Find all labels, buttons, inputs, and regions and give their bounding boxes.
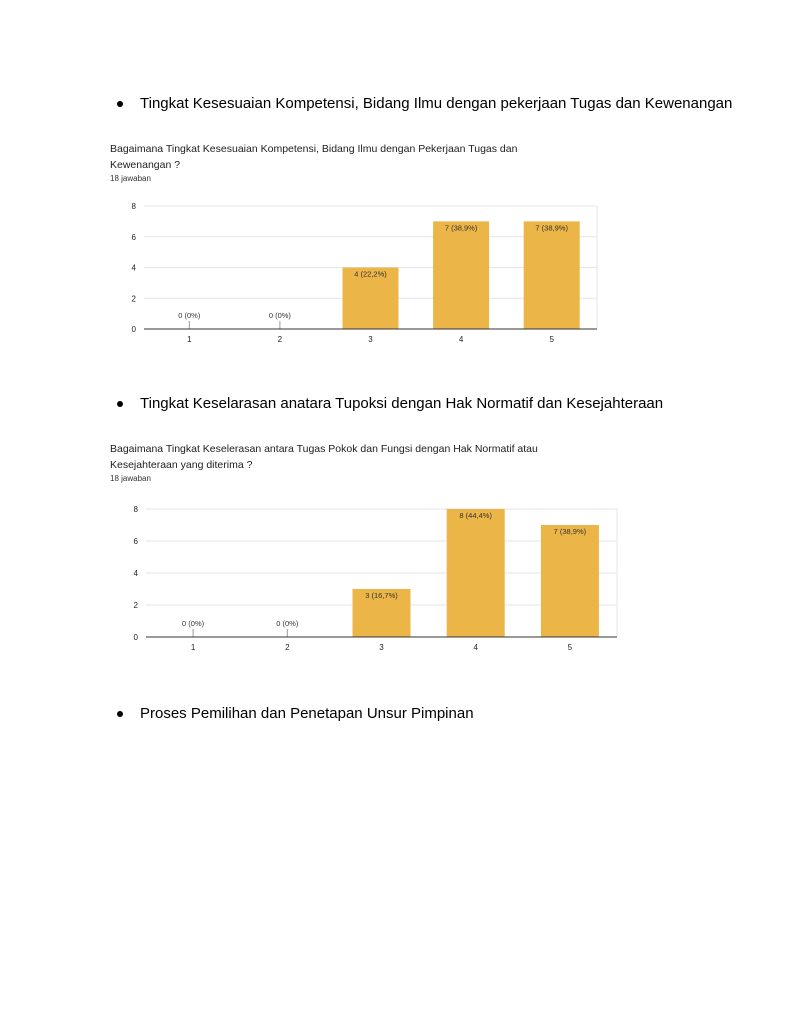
bar	[447, 509, 505, 637]
y-tick-label: 4	[133, 569, 138, 578]
x-tick-label: 1	[187, 335, 192, 344]
y-tick-label: 4	[131, 263, 136, 273]
y-tick-label: 6	[133, 537, 138, 546]
data-label: 7 (38,9%)	[444, 223, 478, 233]
chart-card-1	[110, 141, 580, 183]
x-tick-label: 1	[190, 643, 196, 652]
data-label: 0 (0%)	[178, 311, 201, 320]
data-label: 7 (38,9%)	[535, 223, 568, 233]
section-heading: Proses Pemilihan dan Penetapan Unsur Pimpinan	[140, 705, 474, 722]
x-tick-label: 4	[458, 335, 464, 344]
response-count: 18 jawaban	[110, 474, 151, 483]
y-tick-label: 2	[131, 294, 136, 304]
y-tick-label: 6	[131, 232, 136, 242]
y-tick-label: 8	[131, 202, 136, 211]
bar-chart-1	[110, 197, 610, 349]
data-label: 4 (22,2%)	[354, 269, 387, 279]
section-heading: Tingkat Keselarasan anatara Tupoksi dengan Hak Normatif dan Kesejahteraan	[140, 395, 664, 412]
bullet-dot-icon	[117, 711, 123, 717]
bullet-dot-icon	[117, 401, 123, 407]
y-tick-label: 0	[133, 633, 138, 642]
y-tick-label: 0	[131, 325, 136, 334]
bar	[541, 525, 599, 637]
x-tick-label: 5	[549, 335, 554, 344]
data-label: 0 (0%)	[268, 311, 291, 320]
data-label: 7 (38,9%)	[553, 527, 587, 536]
x-tick-label: 2	[277, 335, 283, 344]
bullet-dot-icon	[117, 101, 123, 107]
chart-title: Bagaimana Tingkat Kesesuaian Kompetensi, Bidang Ilmu dengan Pekerjaan Tugas dan Kewenangan ?	[110, 143, 518, 171]
x-tick-label: 3	[368, 335, 373, 344]
bar	[524, 221, 580, 329]
data-label: 0 (0%)	[276, 619, 299, 628]
bar	[433, 221, 489, 329]
data-label: 8 (44,4%)	[459, 511, 492, 520]
y-tick-label: 8	[133, 505, 138, 514]
response-count: 18 jawaban	[110, 174, 151, 183]
x-tick-label: 4	[473, 643, 478, 652]
x-tick-label: 2	[285, 643, 290, 652]
x-tick-label: 3	[379, 643, 384, 652]
chart-card-2	[110, 441, 580, 483]
data-label: 3 (16,7%)	[365, 591, 398, 600]
section-heading: Tingkat Kesesuaian Kompetensi, Bidang Ilmu dengan pekerjaan Tugas dan Kewenangan	[140, 95, 733, 112]
y-tick-label: 2	[133, 601, 138, 610]
chart-title: Bagaimana Tingkat Keselerasan antara Tugas Pokok dan Fungsi dengan Hak Normatif atau Kesejahteraan yang diterima ?	[110, 443, 538, 471]
bar-chart-2	[110, 500, 630, 657]
data-label: 0 (0%)	[182, 619, 205, 628]
x-tick-label: 5	[567, 643, 573, 652]
